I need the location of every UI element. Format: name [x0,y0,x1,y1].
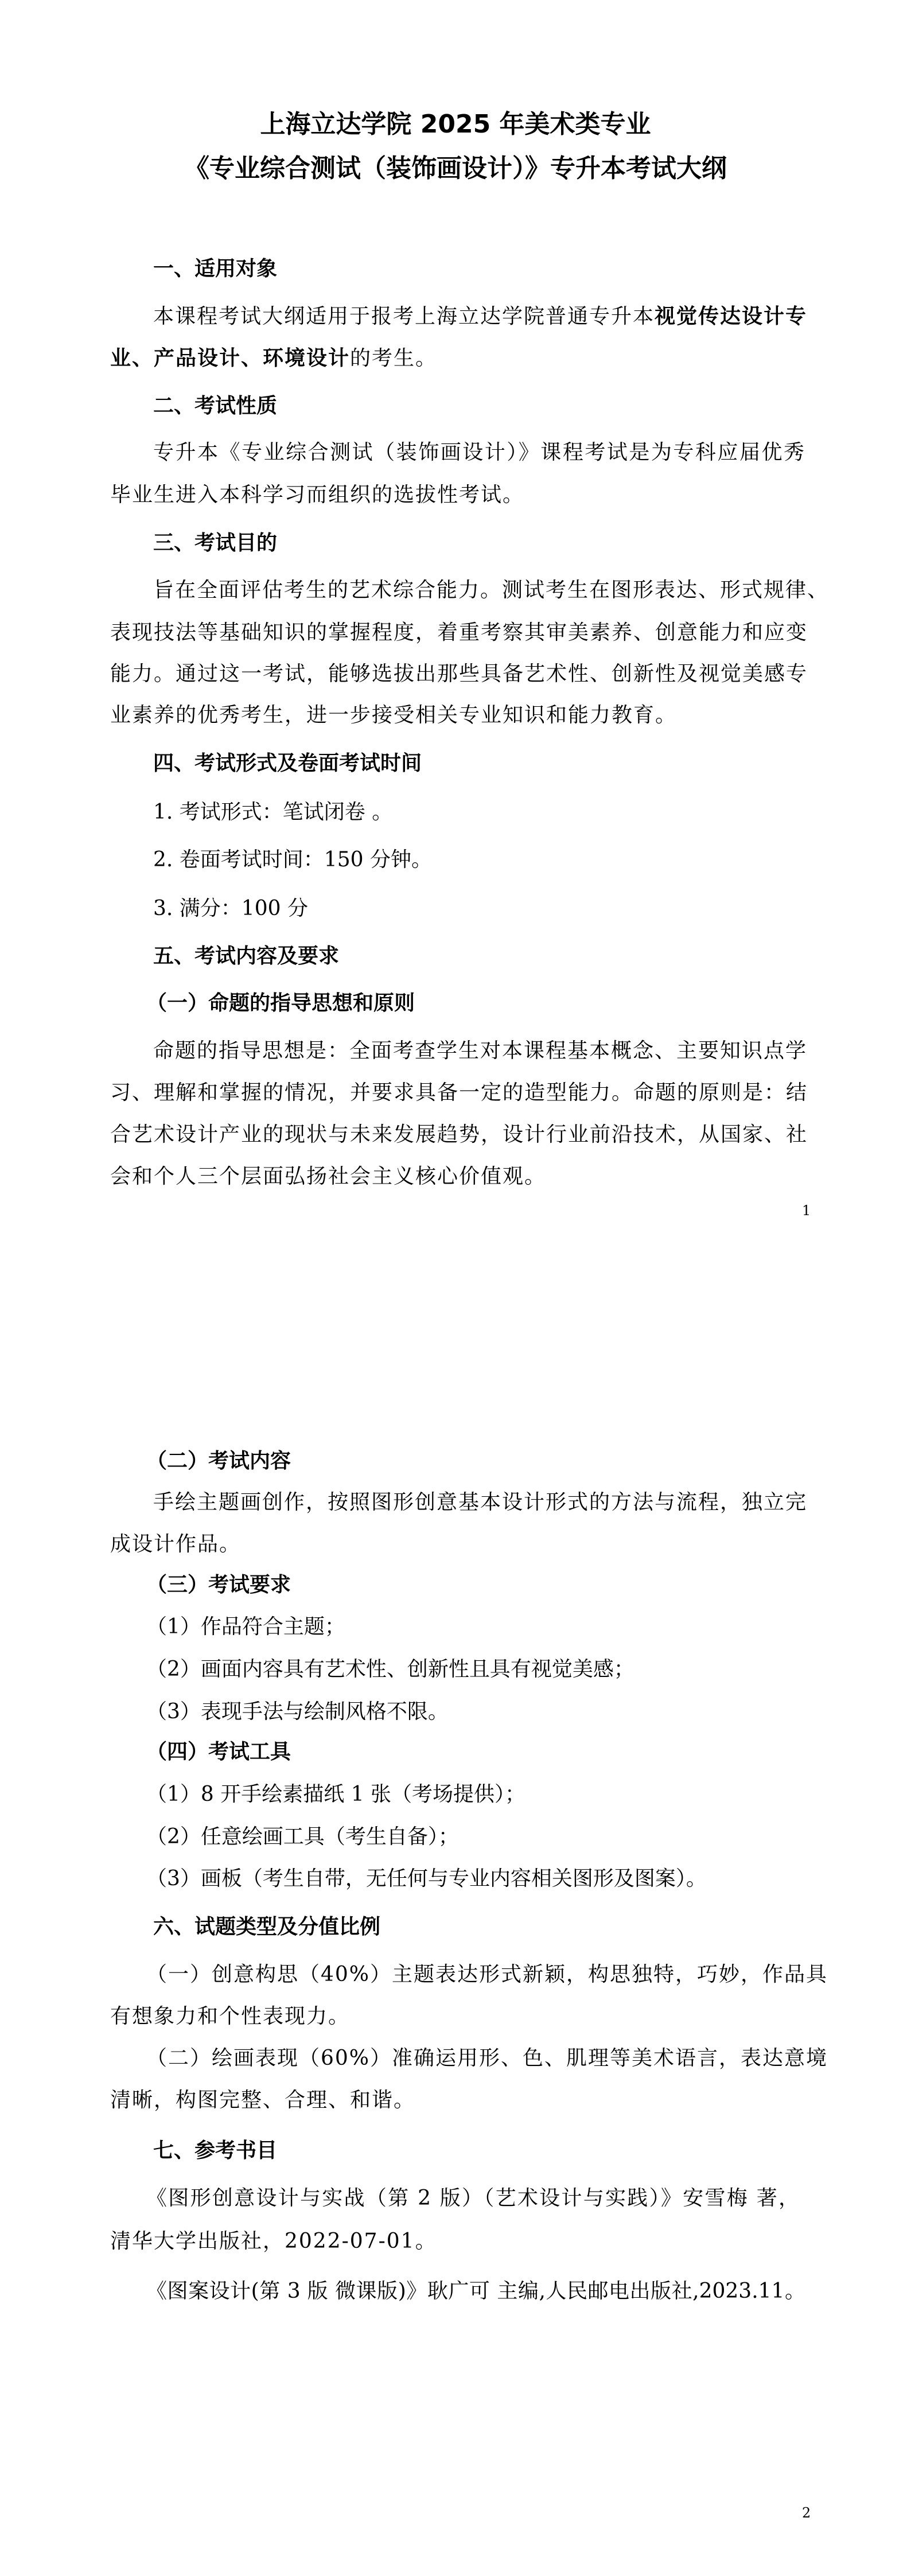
section-3-line: 能力。通过这一考试，能够选拔出那些具备艺术性、创新性及视觉美感专 [110,662,808,686]
section-3-heading: 三、考试目的 [153,531,278,555]
section-5-heading: 五、考试内容及要求 [153,944,340,968]
page-number: 1 [802,1203,811,1219]
subsection-4-heading: （四）考试工具 [146,1740,291,1764]
section-3-line: 旨在全面评估考生的艺术综合能力。测试考生在图形表达、形式规律、 [153,578,830,602]
text: 的考生。 [350,347,438,370]
section-6-line: （二）绘画表现（60%）准确运用形、色、肌理等美术语言，表达意境 [146,2046,828,2070]
subsection-2-line: 成设计作品。 [110,1532,242,1556]
subsection-3-item: （2）画面内容具有艺术性、创新性且具有视觉美感； [146,1657,634,1681]
section-2-line: 毕业生进入本科学习而组织的选拔性考试。 [110,483,525,507]
reference-book: 《图形创意设计与实战（第 2 版）（艺术设计与实践）》安雪梅 著， [146,2186,800,2210]
reference-book-line: 清华大学出版社，2022-07-01。 [110,2229,437,2253]
page-number: 2 [802,2505,811,2521]
subsection-3-heading: （三）考试要求 [146,1573,291,1597]
section-1-line [110,337,437,380]
subsection-3-item: （1）作品符合主题； [146,1615,345,1639]
section-1-heading: 一、适用对象 [153,257,278,281]
subsection-4-item: （2）任意绘画工具（考生自备）； [146,1825,459,1849]
document-title-line1: 上海立达学院 2025 年美术类专业 [260,110,651,139]
subsection-1-line: 合艺术设计产业的现状与未来发展趋势，设计行业前沿技术，从国家、社 [110,1123,808,1146]
section-3-line: 业素养的优秀考生，进一步接受相关专业知识和能力教育。 [110,703,678,727]
text: 本课程考试大纲适用于报考上海立达学院普通专升本 [153,305,655,328]
section-4-item: 3. 满分：100 分 [153,897,308,920]
section-6-line: 清晰，构图完整、合理、和谐。 [110,2088,416,2112]
section-6-heading: 六、试题类型及分值比例 [153,1915,381,1939]
subsection-1-line: 会和个人三个层面弘扬社会主义核心价值观。 [110,1165,547,1188]
bold-text: 业、产品设计、环境设计 [110,347,351,370]
reference-book: 《图案设计(第 3 版 微课版)》耿广可 主编,人民邮电出版社,2023.11。 [146,2279,805,2303]
subsection-2-line: 手绘主题画创作，按照图形创意基本设计形式的方法与流程，独立完 [153,1491,808,1514]
subsection-1-line: 命题的指导思想是：全面考查学生对本课程基本概念、主要知识点学 [153,1039,808,1063]
section-6-line: 有想象力和个性表现力。 [110,2005,351,2028]
subsection-1-heading: （一）命题的指导思想和原则 [146,991,415,1015]
subsection-3-item: （3）表现手法与绘制风格不限。 [146,1700,449,1723]
section-3-line: 表现技法等基础知识的掌握程度，着重考察其审美素养、创意能力和应变 [110,621,808,644]
section-1-line [153,295,808,338]
section-2-heading: 二、考试性质 [153,394,278,418]
subsection-2-heading: （二）考试内容 [146,1449,291,1473]
bold-text: 视觉传达设计专 [655,305,808,328]
section-2-line: 专升本《专业综合测试（装饰画设计）》课程考试是为专科应届优秀 [153,441,805,464]
section-4-item: 1. 考试形式：笔试闭卷 。 [153,800,393,824]
section-4-item: 2. 卷面考试时间：150 分钟。 [153,848,432,871]
subsection-1-line: 习、理解和掌握的情况，并要求具备一定的造型能力。命题的原则是：结 [110,1081,808,1104]
subsection-4-item: （3）画板（考生自带，无任何与专业内容相关图形及图案）。 [146,1867,707,1890]
document-title-line2: 《专业综合测试（装饰画设计）》专升本考试大纲 [184,154,727,183]
subsection-4-item: （1）8 开手绘素描纸 1 张（考场提供）； [146,1783,526,1806]
section-7-heading: 七、参考书目 [153,2139,278,2162]
section-4-heading: 四、考试形式及卷面考试时间 [153,752,422,775]
section-6-line: （一）创意构思（40%）主题表达形式新颖，构思独特，巧妙，作品具 [146,1963,828,1986]
